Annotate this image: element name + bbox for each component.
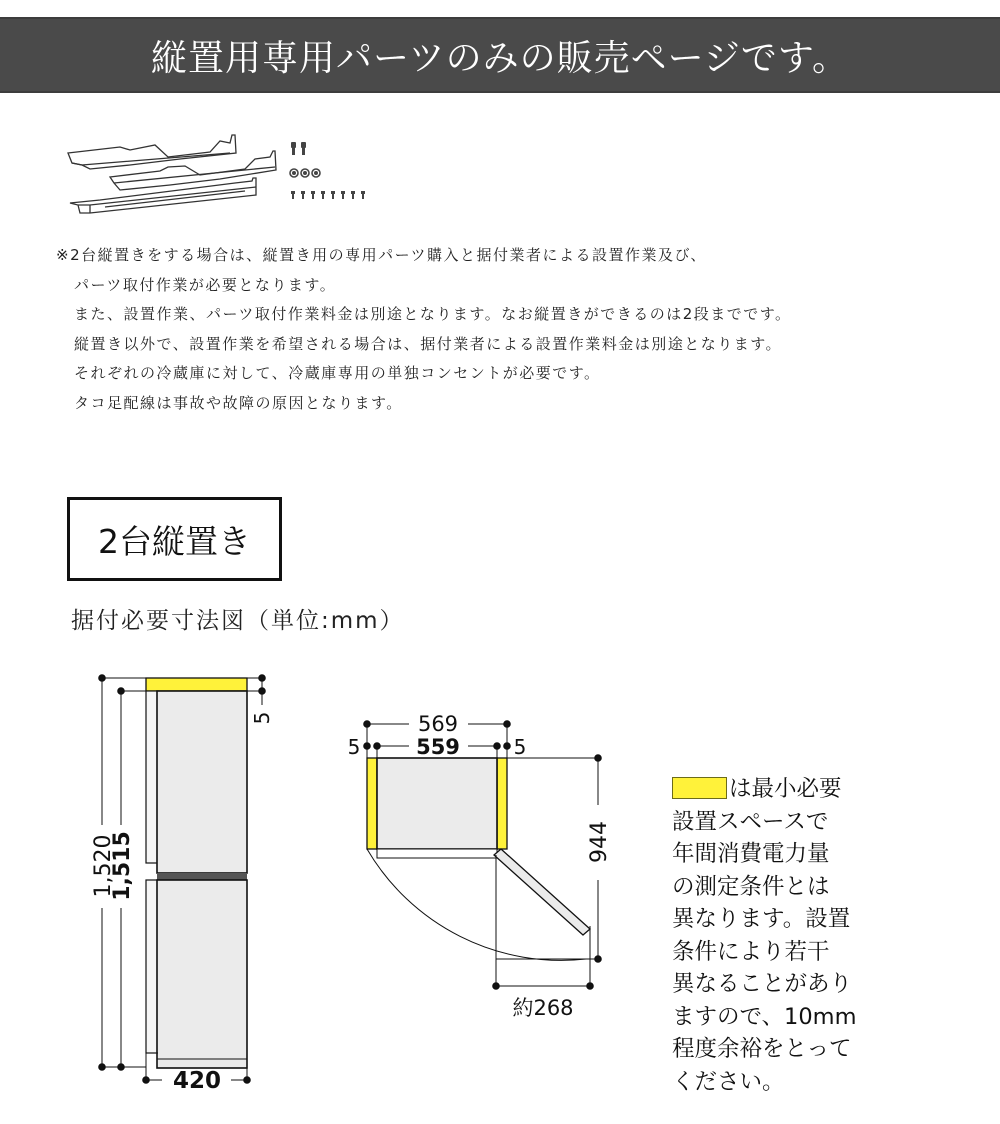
open-door: [494, 849, 590, 935]
legend-line: 条件により若干: [672, 938, 830, 965]
legend-line: ください。: [672, 1068, 785, 1095]
left-clearance-area: [367, 758, 377, 849]
legend-line: 程度余裕をとって: [672, 1036, 852, 1062]
note-line: パーツ取付作業が必要となります。: [74, 275, 337, 294]
note-line: 縦置き以外で、設置作業を希望される場合は、据付業者による設置作業料金は別途となります。: [74, 334, 783, 353]
legend-line: 年間消費電力量: [672, 841, 830, 867]
section-title: 2台縦置き: [98, 521, 251, 561]
note-line: また、設置作業、パーツ取付作業料金は別途となります。なお縦置きができるのは2段までです。: [74, 305, 792, 323]
legend-line: [672, 773, 872, 806]
legend-line: ますので、10mm: [672, 1003, 857, 1030]
note-line: ※2台縦置きをする場合は、縦置き用の専用パーツ購入と据付業者による設置作業及び、: [56, 246, 707, 264]
clearance-swatch-icon: [672, 777, 727, 799]
top-clearance-area: [146, 678, 247, 691]
note-line: それぞれの冷蔵庫に対して、冷蔵庫専用の単独コンセントが必要です。: [74, 364, 601, 382]
front-view: [146, 678, 247, 1068]
banner-title: 縦置用専用パーツのみの販売ページです。: [151, 37, 849, 79]
width-body-label: 559: [416, 735, 460, 759]
unit-divider: [157, 873, 247, 880]
top-view: [367, 758, 590, 960]
clearance-legend: [672, 773, 872, 1098]
fridge-body-top: [377, 758, 497, 849]
depth-label: 944: [587, 821, 612, 863]
top-clearance-label: 5: [250, 711, 274, 725]
width-label: 420: [172, 1068, 222, 1094]
legend-line: 異なることがあり: [672, 971, 853, 997]
note-line: タコ足配線は事故や故障の原因となります。: [74, 393, 403, 412]
legend-line: 異なります。設置: [672, 906, 851, 932]
height-body-label: 1,515: [110, 831, 135, 901]
diagram-subtitle: 据付必要寸法図（単位:mm）: [71, 608, 405, 634]
width-total-label: 569: [417, 712, 459, 736]
right-clearance-area: [497, 758, 507, 849]
legend-line: 設置スペースで: [672, 808, 829, 835]
door-swing-label: 約268: [512, 996, 574, 1020]
right-clearance-label: 5: [513, 735, 527, 759]
legend-line-text: は最小必要: [729, 776, 842, 802]
legend-line: の測定条件とは: [672, 873, 830, 900]
left-clearance-label: 5: [347, 735, 361, 759]
height-total-label: 1,520: [91, 834, 116, 898]
